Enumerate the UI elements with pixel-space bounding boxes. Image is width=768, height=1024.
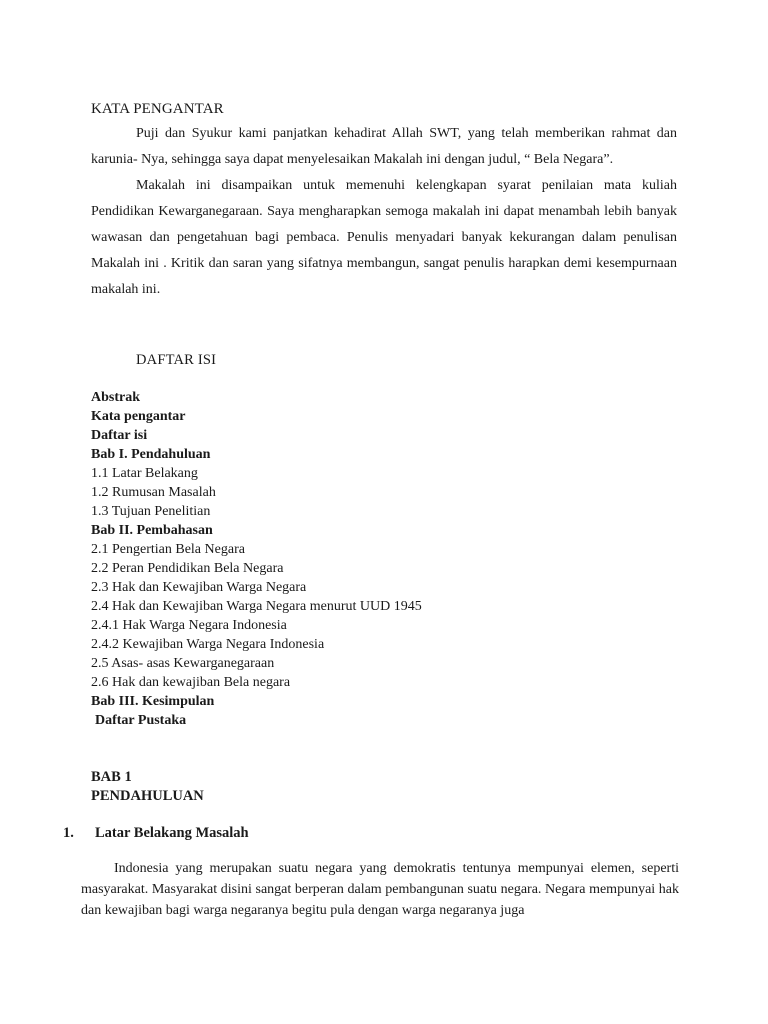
toc-item: 2.5 Asas- asas Kewarganegaraan — [91, 656, 275, 671]
toc-item: 2.1 Pengertian Bela Negara — [91, 542, 245, 557]
toc-item: 1.2 Rumusan Masalah — [91, 485, 216, 500]
toc-item: Kata pengantar — [91, 409, 186, 424]
bab-number: BAB 1 — [91, 769, 132, 785]
toc-item: Abstrak — [91, 390, 141, 405]
daftar-isi-title: DAFTAR ISI — [136, 352, 217, 368]
toc-item: 2.4 Hak dan Kewajiban Warga Negara menurut UUD 1945 — [91, 599, 422, 614]
toc-item: Daftar isi — [91, 428, 148, 443]
toc-item: 2.4.1 Hak Warga Negara Indonesia — [91, 618, 287, 633]
toc-item: Daftar Pustaka — [95, 713, 187, 728]
toc-item: Bab III. Kesimpulan — [91, 694, 215, 709]
bab-name: PENDAHULUAN — [91, 788, 204, 804]
table-of-contents — [91, 388, 422, 730]
latar-belakang-paragraph: Indonesia yang merupakan suatu negara yang demokratis tentunya mempunyai elemen, seperti masyarakat. Masyarakat disini sangat berperan dalam pembangunan suatu negara. Negara mempunyai hak dan kewajiban bagi warga negaranya begitu pula dengan warga negaranya juga — [81, 861, 679, 918]
toc-item: 1.1 Latar Belakang — [91, 466, 198, 481]
section-number: 1. — [63, 825, 74, 841]
kata-pengantar-paragraph-1: Puji dan Syukur kami panjatkan kehadirat Allah SWT, yang telah memberikan rahmat dan karunia- Nya, sehingga saya dapat menyelesaikan Makalah ini dengan judul, “ Bela Negara”. — [91, 126, 677, 167]
toc-item: 1.3 Tujuan Penelitian — [91, 504, 211, 519]
bab-heading — [91, 768, 204, 806]
section-title: Latar Belakang Masalah — [95, 825, 249, 841]
kata-pengantar-paragraph-2: Makalah ini disampaikan untuk memenuhi kelengkapan syarat penilaian mata kuliah Pendidikan Kewarganegaraan. Saya mengharapkan semoga makalah ini dapat menambah lebih banyak wawasan dan pengetahuan bagi pembaca. Penulis menyadari banyak kekurangan dalam penulisan Makalah ini . Kritik dan saran yang sifatnya membangun, sangat penulis harapkan demi kesempurnaan makalah ini. — [91, 178, 677, 297]
toc-item: 2.6 Hak dan kewajiban Bela negara — [91, 675, 291, 690]
toc-item: Bab I. Pendahuluan — [91, 447, 211, 462]
toc-item: Bab II. Pembahasan — [91, 523, 213, 538]
section-heading — [63, 825, 249, 842]
kata-pengantar-title: KATA PENGANTAR — [91, 101, 224, 117]
toc-item: 2.3 Hak dan Kewajiban Warga Negara — [91, 580, 307, 595]
toc-item: 2.2 Peran Pendidikan Bela Negara — [91, 561, 284, 576]
toc-item: 2.4.2 Kewajiban Warga Negara Indonesia — [91, 637, 325, 652]
